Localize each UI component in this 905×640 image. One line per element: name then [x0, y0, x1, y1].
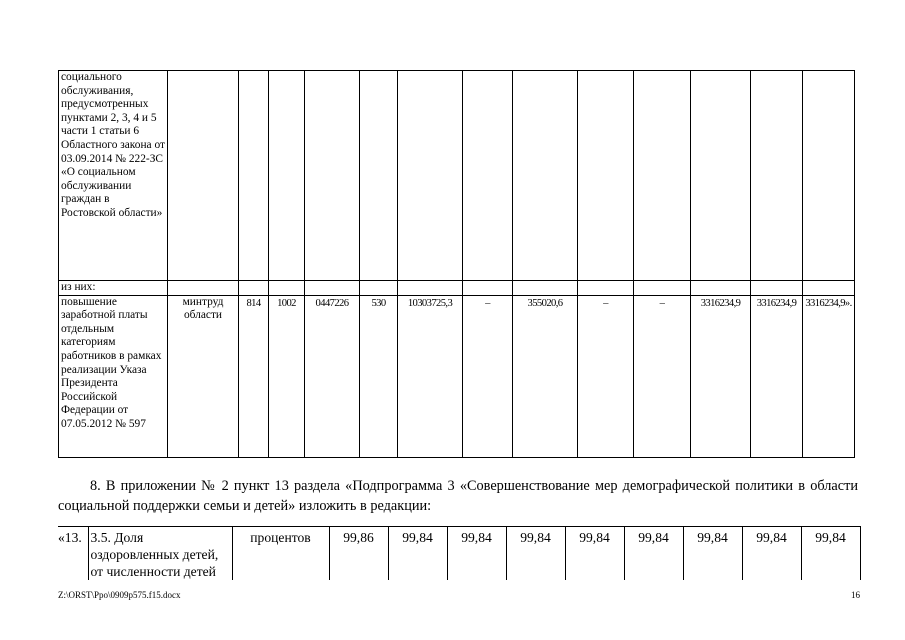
value-cell: 99,84	[742, 527, 801, 581]
value-cell: 99,84	[801, 527, 860, 581]
unit-cell: процентов	[232, 527, 329, 581]
paragraph-text: 8. В приложении № 2 пункт 13 раздела «Подпрограмма 3 «Совершенствование мер демографической политики в области социальной поддержки семьи и детей» изложить в редакции:	[58, 478, 858, 514]
value-cell: 99,86	[329, 527, 388, 581]
value-cell: 3316234,9	[691, 295, 751, 457]
value-cell: –	[578, 295, 634, 457]
page-number: 16	[851, 590, 860, 600]
executor-cell: минтруд области	[168, 295, 239, 457]
table-row	[59, 295, 855, 457]
table-row	[59, 281, 855, 296]
value-cell: –	[463, 295, 513, 457]
value-cell: 355020,6	[513, 295, 578, 457]
csr-cell: 0447226	[305, 295, 360, 457]
value-cell: 99,84	[388, 527, 447, 581]
value-cell: –	[634, 295, 691, 457]
value-cell: 99,84	[565, 527, 624, 581]
indicator-name: 3.5. Доля оздоровленных детей, от численности детей	[88, 527, 232, 581]
file-path: Z:\ORST\Ppo\0909p575.f15.docx	[58, 590, 181, 600]
rzpr-cell: 1002	[269, 295, 305, 457]
amendment-paragraph	[58, 476, 858, 516]
grbs-cell: 814	[239, 295, 269, 457]
row-description: социального обслуживания, предусмотренных пунктами 2, 3, 4 и 5 части 1 статьи 6 Областного закона от 03.09.2014 № 222-ЗС «О социальном обслуживании граждан в Ростовской области»	[59, 71, 168, 281]
budget-table	[58, 70, 855, 458]
value-cell: 99,84	[683, 527, 742, 581]
row-number: «13.	[58, 527, 88, 581]
indicator-table	[58, 526, 861, 580]
vr-cell: 530	[360, 295, 398, 457]
value-cell: 3316234,9».	[803, 295, 855, 457]
value-cell: 99,84	[624, 527, 683, 581]
row-description: повышение заработной платы отдельным категориям работников в рамках реализации Указа Президента Российской Федерации от 07.05.2012 № 597	[59, 295, 168, 457]
row-label: из них:	[59, 281, 168, 296]
table-row	[58, 527, 860, 581]
value-cell: 99,84	[447, 527, 506, 581]
value-cell: 99,84	[506, 527, 565, 581]
table-row	[59, 71, 855, 281]
total-cell: 10303725,3	[398, 295, 463, 457]
value-cell: 3316234,9	[751, 295, 803, 457]
